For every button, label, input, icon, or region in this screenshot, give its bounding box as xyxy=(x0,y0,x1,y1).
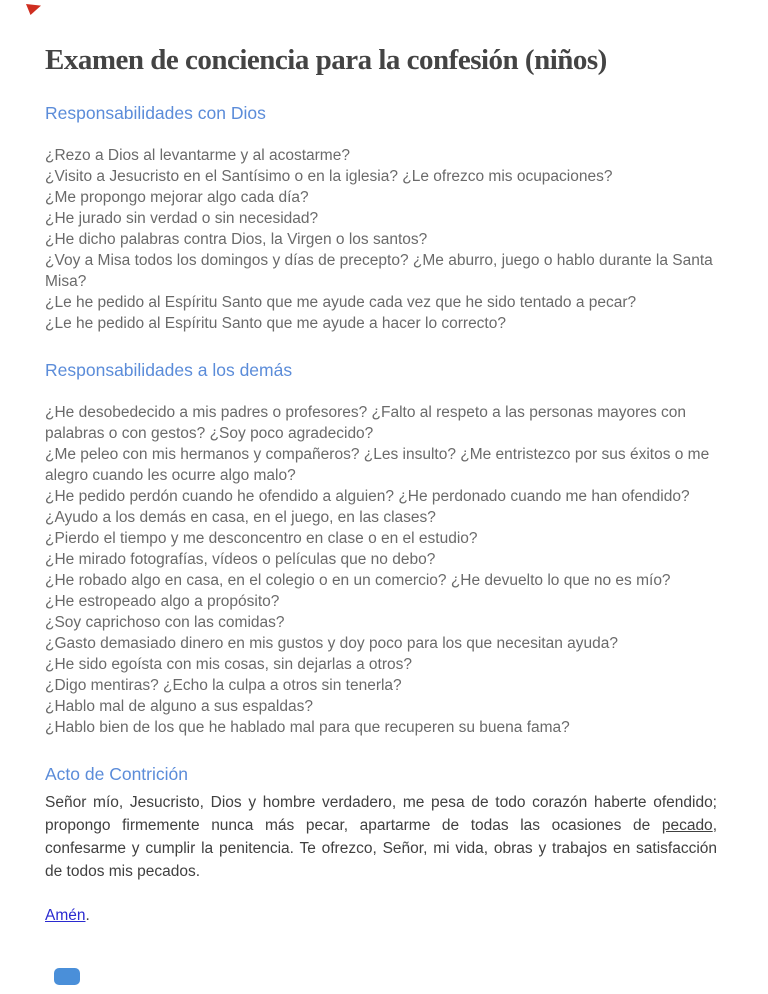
question-line: ¿Gasto demasiado dinero en mis gustos y doy poco para los que necesitan ayuda? xyxy=(45,635,618,652)
question-line: ¿He pedido perdón cuando he ofendido a alguien? ¿He perdonado cuando me han ofendido? xyxy=(45,488,690,505)
amen-row xyxy=(45,905,717,926)
blue-footer-mark xyxy=(54,968,80,985)
question-line: ¿Pierdo el tiempo y me desconcentro en clase o en el estudio? xyxy=(45,530,478,547)
amen-link[interactable]: Amén xyxy=(45,907,86,924)
question-line: ¿Soy caprichoso con las comidas? xyxy=(45,614,285,631)
pecado-link[interactable]: pecado xyxy=(661,817,713,834)
question-line: ¿Ayudo a los demás en casa, en el juego, en las clases? xyxy=(45,509,436,526)
section-heading-responsabilidades-demas: Responsabilidades a los demás xyxy=(45,360,293,380)
question-line: ¿Voy a Misa todos los domingos y días de precepto? ¿Me aburro, juego o hablo durante la Santa Misa? xyxy=(45,252,713,290)
contrition-paragraph xyxy=(45,791,717,883)
question-line: ¿Hablo bien de los que he hablado mal para que recuperen su buena fama? xyxy=(45,719,570,736)
question-line: ¿Digo mentiras? ¿Echo la culpa a otros sin tenerla? xyxy=(45,677,402,694)
question-line: ¿He robado algo en casa, en el colegio o en un comercio? ¿He devuelto lo que no es mío? xyxy=(45,572,671,589)
question-list-demas xyxy=(45,402,717,738)
question-line: ¿He jurado sin verdad o sin necesidad? xyxy=(45,210,319,227)
question-line: ¿Le he pedido al Espíritu Santo que me ayude cada vez que he sido tentado a pecar? xyxy=(45,294,637,311)
question-line: ¿He sido egoísta con mis cosas, sin dejarlas a otros? xyxy=(45,656,413,673)
question-line: ¿He desobedecido a mis padres o profesores? ¿Falto al respeto a las personas mayores con palabras o con gestos? ¿Soy poco agradecido? xyxy=(45,404,687,442)
document-page xyxy=(45,0,717,926)
question-line: ¿Hablo mal de alguno a sus espaldas? xyxy=(45,698,313,715)
amen-period: . xyxy=(85,907,90,924)
question-line: ¿He dicho palabras contra Dios, la Virgen o los santos? xyxy=(45,231,428,248)
page-title: Examen de conciencia para la confesión (niños) xyxy=(45,44,607,76)
question-line: ¿Rezo a Dios al levantarme y al acostarme? xyxy=(45,147,350,164)
question-line: ¿Le he pedido al Espíritu Santo que me ayude a hacer lo correcto? xyxy=(45,315,506,332)
question-line: ¿Me propongo mejorar algo cada día? xyxy=(45,189,309,206)
question-line: ¿Visito a Jesucristo en el Santísimo o en la iglesia? ¿Le ofrezco mis ocupaciones? xyxy=(45,168,613,185)
contrition-text-after: , confesarme y cumplir la penitencia. Te ofrezco, Señor, mi vida, obras y trabajos en satisfacción de todos mis pecados. xyxy=(45,817,717,880)
question-list-dios xyxy=(45,145,717,334)
section-heading-responsabilidades-dios: Responsabilidades con Dios xyxy=(45,103,266,123)
question-line: ¿Me peleo con mis hermanos y compañeros? ¿Les insulto? ¿Me entristezco por sus éxitos o me alegro cuando les ocurre algo malo? xyxy=(45,446,710,484)
contrition-text-before: Señor mío, Jesucristo, Dios y hombre verdadero, me pesa de todo corazón haberte ofendido; propongo firmemente nunca más pecar, apartarme de todas las ocasiones de xyxy=(45,794,717,834)
question-line: ¿He mirado fotografías, vídeos o películas que no debo? xyxy=(45,551,436,568)
red-corner-mark xyxy=(26,4,41,15)
question-line: ¿He estropeado algo a propósito? xyxy=(45,593,280,610)
section-heading-acto-contricion: Acto de Contrición xyxy=(45,764,188,784)
